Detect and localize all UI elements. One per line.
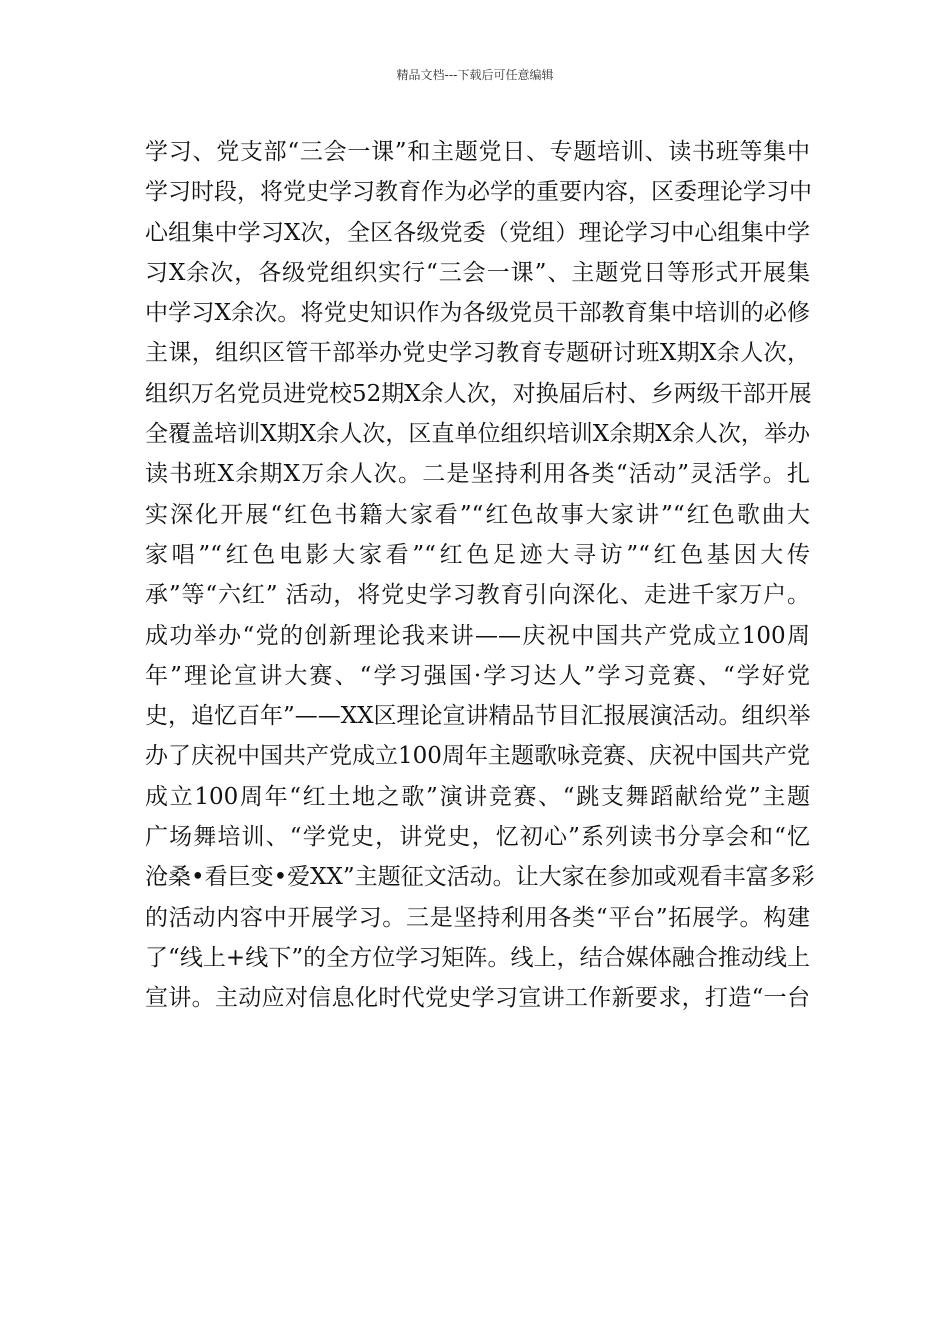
text-line-17: 成立100周年“红土地之歌”演讲竞赛、“跳支舞蹈献给党”主题 <box>145 783 810 810</box>
body-text <box>145 133 815 1020</box>
text-line-14: 年”理论宣讲大赛、“学习强国·学习达人”学习竞赛、“学好党 <box>145 662 810 689</box>
text-line-13: 成功举办“党的创新理论我来讲——庆祝中国共产党成立100周 <box>145 622 810 649</box>
text-line-21: 了“线上+线下”的全方位学习矩阵。线上，结合媒体融合推动线上 <box>145 944 810 971</box>
text-line-4: 习X余次，各级党组织实行“三会一课”、主题党日等形式开展集 <box>145 259 810 286</box>
text-line-16: 办了庆祝中国共产党成立100周年主题歌咏竞赛、庆祝中国共产党 <box>145 743 810 770</box>
text-line-20: 的活动内容中开展学习。三是坚持利用各类“平台”拓展学。构建 <box>145 904 810 931</box>
text-line-3: 心组集中学习X次，全区各级党委（党组）理论学习中心组集中学 <box>145 219 810 246</box>
page-header: 精品文档---下载后可任意编辑 <box>396 68 554 82</box>
text-line-7: 组织万名党员进党校52期X余人次，对换届后村、乡两级干部开展 <box>145 380 812 407</box>
text-line-2: 学习时段，将党史学习教育作为必学的重要内容，区委理论学习中 <box>145 179 812 206</box>
text-line-12: 承”等“六红” 活动，将党史学习教育引向深化、走进千家万户。 <box>145 582 810 609</box>
text-line-1: 学习、党支部“三会一课”和主题党日、专题培训、读书班等集中 <box>145 139 810 165</box>
text-line-6: 主课，组织区管干部举办党史学习教育专题研讨班X期X余人次， <box>145 340 810 367</box>
text-line-5: 中学习X余次。将党史知识作为各级党员干部教育集中培训的必修 <box>145 300 810 327</box>
text-line-15: 史，追忆百年”——XX区理论宣讲精品节目汇报展演活动。组织举 <box>145 703 811 730</box>
text-line-19: 沧桑•看巨变•爱XX”主题征文活动。让大家在参加或观看丰富多彩 <box>145 864 815 891</box>
text-line-9: 读书班X余期X万余人次。二是坚持利用各类“活动”灵活学。扎 <box>145 461 810 488</box>
text-line-8: 全覆盖培训X期X余人次，区直单位组织培训X余期X余人次，举办 <box>145 421 810 448</box>
text-line-18: 广场舞培训、“学党史，讲党史，忆初心”系列读书分享会和“忆 <box>145 824 810 851</box>
text-line-11: 家唱”“红色电影大家看”“红色足迹大寻访”“红色基因大传 <box>145 541 810 568</box>
text-line-22: 宣讲。主动应对信息化时代党史学习宣讲工作新要求，打造“一台 <box>145 985 810 1012</box>
text-line-10: 实深化开展“红色书籍大家看”“红色故事大家讲”“红色歌曲大 <box>145 501 810 528</box>
